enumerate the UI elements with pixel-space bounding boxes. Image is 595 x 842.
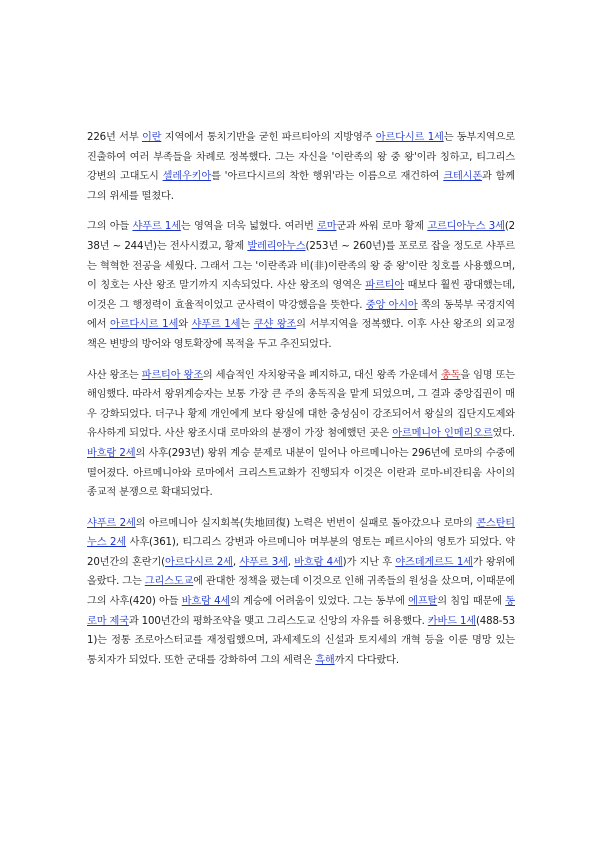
body-text: (253년 ~ 260년)를 포로로 잡을 정도로 샤푸르는 혁혁한 전공을 세웠다. 그래서 그는 '이란족과 비(非)이란족의 왕 중 왕'이란 칭호를 사용했으며, 이 칭호는 사산 왕조 말기까지 지속되었다. 사산 왕조의 영역은 (87, 240, 515, 292)
body-text: 사후(361), 티그리스 강변과 아르메니아 며부분의 영토는 페르시아의 영토가 되었다. 약 20년간의 혼란기( (87, 537, 515, 568)
wiki-link[interactable]: 샤푸르 1세 (132, 221, 181, 233)
wiki-link[interactable]: 흑해 (315, 654, 335, 666)
body-text: 는 동부지역으로 진출하여 여러 부족들을 차례로 정복했다. 그는 자신을 '이란족의 왕 중 왕'이라 칭하고, 티그리스 강변의 고대도시 (87, 132, 515, 183)
body-text: 는 영역을 더욱 넓혔다. 여러번 (180, 221, 318, 233)
wiki-link[interactable]: 아르다시르 1세 (110, 319, 179, 331)
wiki-link[interactable]: 크테시폰 (443, 171, 483, 183)
body-text: 과 함께 그의 위세를 떨쳤다. (87, 171, 515, 202)
wiki-link[interactable]: 바흐람 4세 (294, 556, 343, 568)
body-text: 를 '아르다시르의 착한 행위'라는 이름으로 재건하여 (211, 171, 444, 183)
wiki-link[interactable]: 에프탈 (408, 596, 438, 608)
body-text: 그의 아들 (87, 221, 133, 233)
body-text: 지역에서 통치기반을 굳힌 파르티아의 지방영주 (161, 132, 376, 143)
wiki-link[interactable]: 아르다시르 1세 (375, 132, 444, 143)
body-text: 의 세습적인 자치왕국을 폐지하고, 대신 왕족 가운데서 (202, 369, 441, 381)
wiki-link[interactable]: 그리스도교 (144, 576, 194, 588)
body-text: 와 (178, 319, 192, 331)
body-text: 였다. (492, 428, 515, 440)
body-text: 의 사후(293년) 왕위 계승 문제로 내분이 일어나 아르메니아는 296년에 로마의 수중에 떨어졌다. 아르메니아와 로마에서 크리스트교화가 진행되자 이것은 이란과 로마-비잔티움 사이의 종교적 분쟁으로 확대되었다. (87, 447, 515, 499)
wiki-link[interactable]: 중앙 아시아 (365, 299, 418, 311)
body-text: 는 (240, 319, 254, 331)
body-text: 때보다 훨씬 광대했는데, 이것은 그 행정력이 효율적이었고 군사력이 막강했음을 뜻한다. (87, 280, 515, 311)
body-text: 쪽의 동북부 국경지역에서 (87, 299, 515, 331)
wiki-link[interactable]: 샤푸르 3세 (239, 556, 288, 568)
wiki-link[interactable]: 바흐람 4세 (181, 596, 231, 608)
body-text: 을 임명 또는 해임했다. 따라서 왕위계승자는 보통 가장 큰 주의 총독직을 맡게 되었으며, 그 결과 중앙집권이 매우 강화되었다. 더구나 황제 개인에게 보다 왕실에 대한 충성심이 강조되어서 왕실의 집단지도제와 유사하게 되었다. 사산 왕조시대 로마와의 분쟁이 가장 첨예했던 곳은 (87, 369, 515, 440)
wiki-link[interactable]: 로마 (317, 221, 337, 233)
paragraph-4 (87, 514, 515, 671)
body-text: 의 침입 때문에 (437, 596, 506, 608)
body-text: 의 서부지역을 정복했다. 이후 사산 왕조의 외교정책은 변방의 방어와 영토확장에 목적을 두고 추진되었다. (87, 319, 515, 350)
wiki-link[interactable]: 파르티아 왕조 (141, 369, 203, 381)
wiki-link[interactable]: 샤푸르 1세 (191, 319, 241, 331)
wiki-link[interactable]: 파르티아 (365, 280, 405, 292)
body-text: , (232, 556, 240, 568)
body-text: 가 왕위에 올랐다. 그는 (87, 556, 515, 588)
wiki-link[interactable]: 동로마 제국 (87, 596, 515, 627)
paragraph-3 (87, 366, 515, 503)
wiki-link[interactable]: 쿠샨 왕조 (253, 319, 297, 331)
body-text: 사산 왕조는 (87, 369, 142, 381)
body-text: )가 지난 후 (342, 556, 396, 568)
body-text: 의 계승에 어려움이 있었다. 그는 동부에 (230, 596, 409, 608)
wiki-link[interactable]: 아르다시르 2세 (165, 556, 233, 568)
wiki-link[interactable]: 이란 (141, 132, 162, 143)
wiki-link[interactable]: 콘스탄티누스 2세 (87, 517, 515, 549)
wiki-link[interactable]: 카바드 1세 (427, 615, 476, 627)
wiki-link[interactable]: 바흐람 2세 (87, 447, 136, 459)
wiki-link[interactable]: 셀레우키아 (162, 171, 212, 183)
body-text: 에 관대한 정책을 폈는데 이것으로 인해 귀족들의 원성을 샀으며, 이때문에 그의 사후(420) 아들 (87, 576, 515, 608)
body-text: (488-531)는 정통 조로아스터교를 재정립했으며, 과세제도의 신설과 토지세의 개혁 등을 이룬 명망 있는 통치자가 되었다. 또한 군대를 강화하여 그의 세력은 (87, 615, 515, 666)
body-text: 226년 서부 (87, 132, 142, 143)
body-text: 군과 싸워 로마 황제 (336, 221, 428, 233)
paragraph-2 (87, 217, 515, 354)
wiki-link[interactable]: 샤푸르 2세 (87, 517, 136, 529)
wiki-link[interactable]: 총독 (440, 369, 461, 381)
body-text: (238년 ~ 244년)는 전사시켰고, 황제 (87, 221, 515, 252)
body-text: 까지 다다랐다. (334, 654, 399, 666)
wiki-link[interactable]: 고르디아누스 3세 (427, 221, 505, 233)
wiki-link[interactable]: 아르메니아 인메리오르 (392, 428, 493, 440)
body-text: 의 아르메니아 실지회복(失地回復) 노력은 번번이 실패로 돌아갔으나 로마의 (135, 517, 477, 529)
body-text: , (287, 556, 295, 568)
wiki-link[interactable]: 야즈데게르드 1세 (395, 556, 473, 568)
wiki-link[interactable]: 발레리아누스 (247, 240, 306, 252)
document-body (87, 128, 515, 681)
body-text: 과 100년간의 평화조약을 맺고 그리스도교 신앙의 자유를 허용했다. (128, 615, 428, 627)
paragraph-1 (87, 128, 515, 206)
